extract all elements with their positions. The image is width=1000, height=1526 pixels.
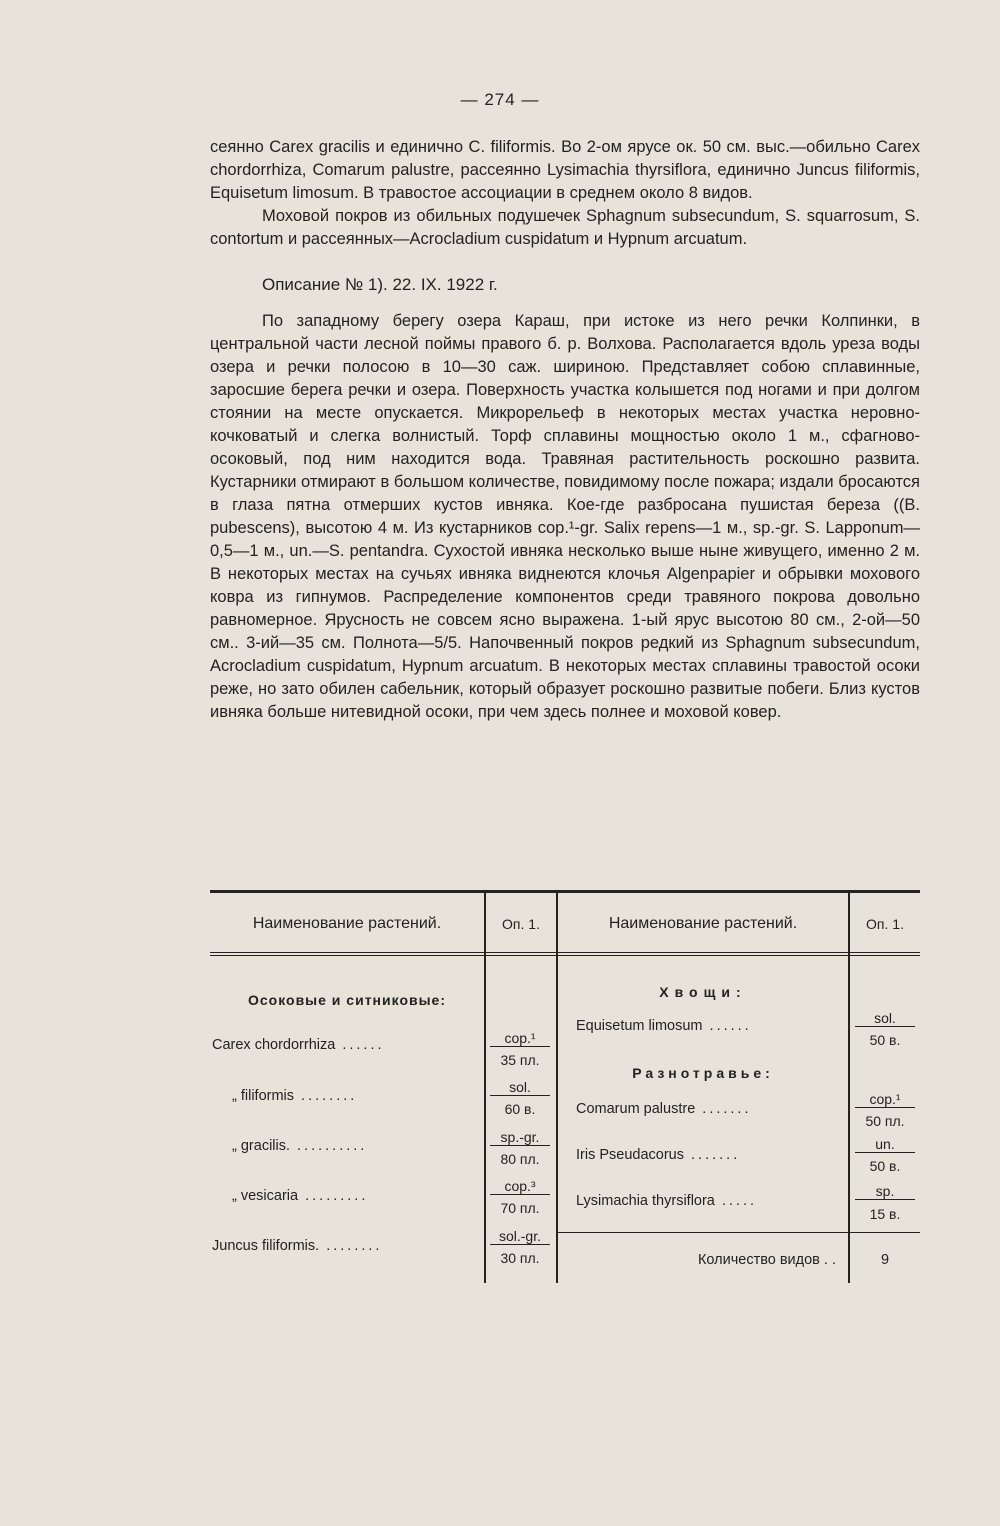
abundance-value: cop.¹ bbox=[490, 1030, 550, 1047]
table-header-rule-2 bbox=[210, 955, 920, 956]
abundance-value: sp. bbox=[855, 1183, 915, 1200]
abundance-value: cop.³ bbox=[490, 1178, 550, 1195]
species-count-value: 9 bbox=[880, 1252, 890, 1268]
column-divider-1 bbox=[484, 893, 486, 1283]
abundance-value: sp.-gr. bbox=[490, 1129, 550, 1146]
header-name-left: Наименование растений. bbox=[252, 915, 442, 932]
species-count-label: Количество видов . . bbox=[697, 1252, 836, 1268]
header-name-right: Наименование растений. bbox=[608, 915, 798, 932]
description-heading: Описание № 1). 22. IX. 1922 г. bbox=[262, 275, 498, 294]
section-sedges: Осоковые и ситниковые: bbox=[247, 992, 447, 1008]
table-top-rule bbox=[210, 890, 920, 893]
header-op-right: Оп. 1. bbox=[866, 916, 904, 932]
height-value: 35 пл. bbox=[500, 1052, 540, 1068]
height-value: 80 пл. bbox=[500, 1151, 540, 1167]
abundance-value: cop.¹ bbox=[855, 1091, 915, 1108]
abundance-value: un. bbox=[855, 1136, 915, 1153]
plant-name: Carex chordorrhiza ...... bbox=[212, 1037, 385, 1053]
height-value: 70 пл. bbox=[500, 1200, 540, 1216]
height-value: 50 пл. bbox=[865, 1113, 905, 1129]
plant-name: Iris Pseudacorus ....... bbox=[576, 1147, 741, 1163]
height-value: 30 пл. bbox=[500, 1250, 540, 1266]
column-divider-3 bbox=[848, 893, 850, 1283]
plant-name: Juncus filiformis. ........ bbox=[212, 1238, 383, 1254]
height-value: 50 в. bbox=[869, 1032, 901, 1048]
abundance-value: sol.-gr. bbox=[490, 1228, 550, 1245]
page-number: — 274 — bbox=[460, 90, 540, 109]
header-op-left: Оп. 1. bbox=[502, 916, 540, 932]
plant-name: Comarum palustre ....... bbox=[576, 1101, 752, 1117]
height-value: 15 в. bbox=[869, 1206, 901, 1222]
abundance-value: sol. bbox=[490, 1079, 550, 1096]
table-header-rule bbox=[210, 952, 920, 953]
height-value: 50 в. bbox=[869, 1158, 901, 1174]
plant-name: „ gracilis. .......... bbox=[232, 1138, 368, 1154]
plant-name: Lysimachia thyrsiflora ..... bbox=[576, 1193, 758, 1209]
body-text bbox=[210, 136, 920, 724]
plant-name: Equisetum limosum ...... bbox=[576, 1018, 752, 1034]
paragraph-1: сеянно Carex gracilis и единично C. filiformis. Во 2-ом ярусе ок. 50 см. выс.—обильно Carex chordorrhiza, Comarum palustre, рассеянно Lysimachia thyrsiflora, единично Juncus filiformis, Equisetum limosum. В травостое ассоциации в среднем около 8 видов. bbox=[210, 138, 920, 202]
column-divider-2 bbox=[556, 893, 558, 1283]
abundance-value: sol. bbox=[855, 1010, 915, 1027]
plant-name: „ filiformis ........ bbox=[232, 1088, 358, 1104]
species-table bbox=[210, 890, 920, 1284]
section-horsetails: Хвощи: bbox=[659, 984, 747, 1000]
plant-name: „ vesicaria ......... bbox=[232, 1188, 369, 1204]
height-value: 60 в. bbox=[504, 1101, 536, 1117]
count-rule bbox=[558, 1232, 920, 1233]
paragraph-2: Моховой покров из обильных подушечек Sphagnum subsecundum, S. squarrosum, S. contortum и рассеянных—Acrocladium cuspidatum и Hypnum arcuatum. bbox=[210, 207, 920, 248]
section-forbs: Разнотравье: bbox=[632, 1065, 774, 1081]
paragraph-3: По западному берегу озера Караш, при истоке из него речки Колпинки, в центральной части лесной поймы правого б. р. Волхова. Располагается вдоль уреза воды озера и речки полосою в 10—30 саж. шириною. Представляет собою сплавинные, заросшие берега речки и озера. Поверхность участка колышется под ногами и при долгом стоянии на месте опускается. Микрорельеф в некоторых местах участка неровно-кочковатый и слегка волнистый. Торф сплавины мощностью около 1 м., сфагново-осоковый, под ним находится вода. Травяная растительность роскошно развита. Кустарники отмирают в большом количестве, повидимому после пожара; издали бросаются в глаза пятна отмерших кустов ивняка. Кое-где разбросана пушистая береза ((B. pubescens), высотою 4 м. Из кустарников cop.¹-gr. Salix repens—1 м., sp.-gr. S. Lapponum—0,5—1 м., un.—S. pentandra. Сухостой ивняка несколько выше ныне живущего, именно 2 м. В некоторых местах на сучьях ивняка виднеются клочья Algenpapier и обрывки мохового ковра из гипнумов. Распределение компонентов среди травяного покрова довольно равномерное. Ярусность не совсем ясно выражена. 1-ый ярус высотою 80 см., 2-ой—50 см.. 3-ий—35 см. Полнота—5/5. Напочвенный покров редкий из Sphagnum subsecundum, Acrocladium cuspidatum, Hypnum arcuatum. В некоторых местах сплавины травостой осоки реже, но зато обилен сабельник, который образует роскошно развитые побеги. Близ кустов ивняка больше нитевидной осоки, при чем здесь полнее и моховой ковер. bbox=[210, 312, 920, 721]
